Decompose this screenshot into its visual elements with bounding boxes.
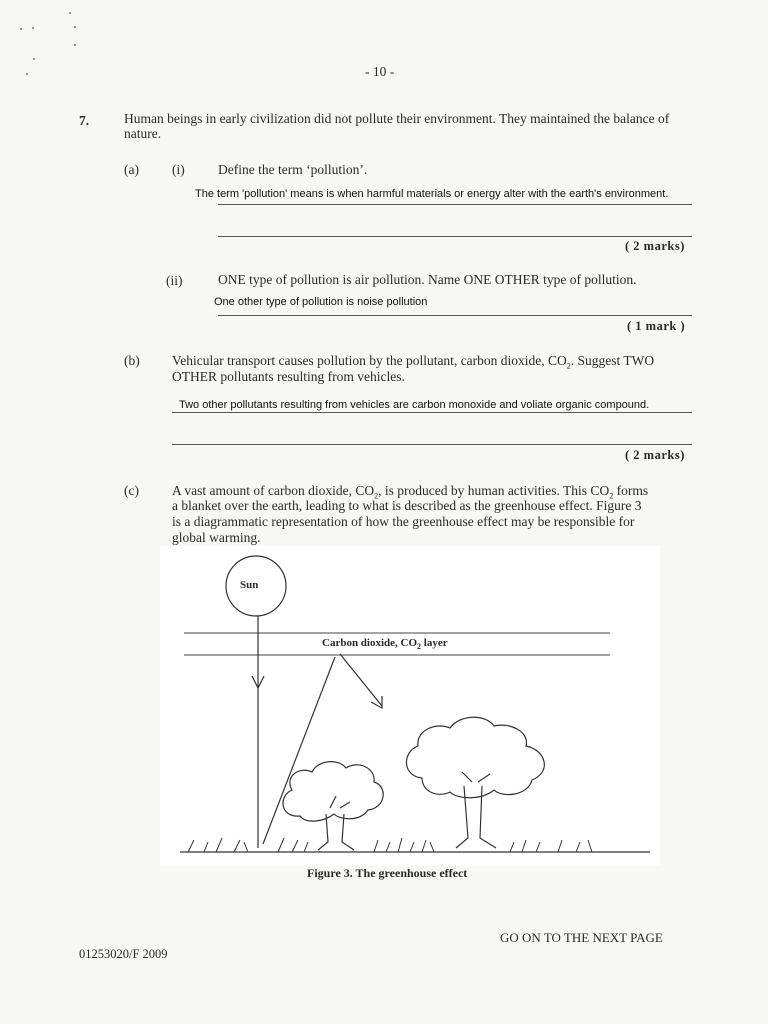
part-c-line1: A vast amount of carbon dioxide, $CO_2$, is produced by human activities. This $CO_2$ forms bbox=[172, 483, 649, 501]
part-c-label: (c) bbox=[124, 483, 139, 498]
question-number: 7. bbox=[79, 113, 90, 128]
paper-code: 01253020/F 2009 bbox=[79, 947, 168, 961]
figure-caption: Figure 3. The greenhouse effect bbox=[307, 866, 468, 880]
next-page-notice: GO ON TO THE NEXT PAGE bbox=[500, 930, 663, 945]
part-c-line4: global warming. bbox=[172, 530, 261, 545]
part-a-label: (a) bbox=[124, 162, 139, 177]
answer-line bbox=[218, 315, 692, 316]
answer-line bbox=[218, 204, 692, 205]
part-b-text: Vehicular transport causes pollution by the pollutant, carbon dioxide, $CO_2$. Suggest TWO bbox=[172, 353, 655, 371]
answer-a-i[interactable]: The term 'pollution' means is when harmful materials or energy alter with the earth's environment. bbox=[195, 188, 669, 200]
answer-line bbox=[172, 412, 692, 413]
scan-speck bbox=[33, 58, 35, 60]
sun-label: Sun bbox=[240, 579, 259, 591]
scan-speck bbox=[32, 27, 34, 29]
answer-a-ii[interactable]: One other type of pollution is noise pollution bbox=[214, 296, 428, 308]
co2-layer-label: Carbon dioxide, $CO_2$ layer bbox=[322, 637, 448, 652]
marks-b: ( 2 marks) bbox=[625, 448, 685, 462]
part-a-ii-label: (ii) bbox=[166, 273, 183, 288]
scan-speck bbox=[74, 44, 76, 46]
answer-line bbox=[172, 444, 692, 445]
part-b-text-line2: OTHER pollutants resulting from vehicles. bbox=[172, 369, 405, 384]
part-a-i-label: (i) bbox=[172, 162, 185, 177]
answer-line bbox=[218, 236, 692, 237]
scan-speck bbox=[20, 28, 22, 30]
page-number: - 10 - bbox=[365, 64, 395, 79]
answer-b[interactable]: Two other pollutants resulting from vehicles are carbon monoxide and voliate organic compound. bbox=[179, 399, 650, 411]
part-a-ii-text: ONE type of pollution is air pollution. Name ONE OTHER type of pollution. bbox=[218, 272, 637, 287]
part-c-line3: is a diagrammatic representation of how the greenhouse effect may be responsible for bbox=[172, 514, 635, 529]
marks-a-i: ( 2 marks) bbox=[625, 239, 685, 253]
marks-a-ii: ( 1 mark ) bbox=[627, 319, 686, 333]
figure-background bbox=[160, 546, 660, 866]
scan-speck bbox=[74, 26, 76, 28]
part-a-i-text: Define the term ‘pollution’. bbox=[218, 162, 368, 177]
part-b-label: (b) bbox=[124, 353, 140, 368]
scan-speck bbox=[26, 73, 28, 75]
part-c-line2: a blanket over the earth, leading to what is described as the greenhouse effect. Figure 3 bbox=[172, 498, 642, 513]
question-intro: Human beings in early civilization did not pollute their environment. They maintained the balance of nature. bbox=[124, 111, 670, 141]
scan-speck bbox=[69, 12, 71, 14]
greenhouse-diagram bbox=[160, 546, 660, 866]
